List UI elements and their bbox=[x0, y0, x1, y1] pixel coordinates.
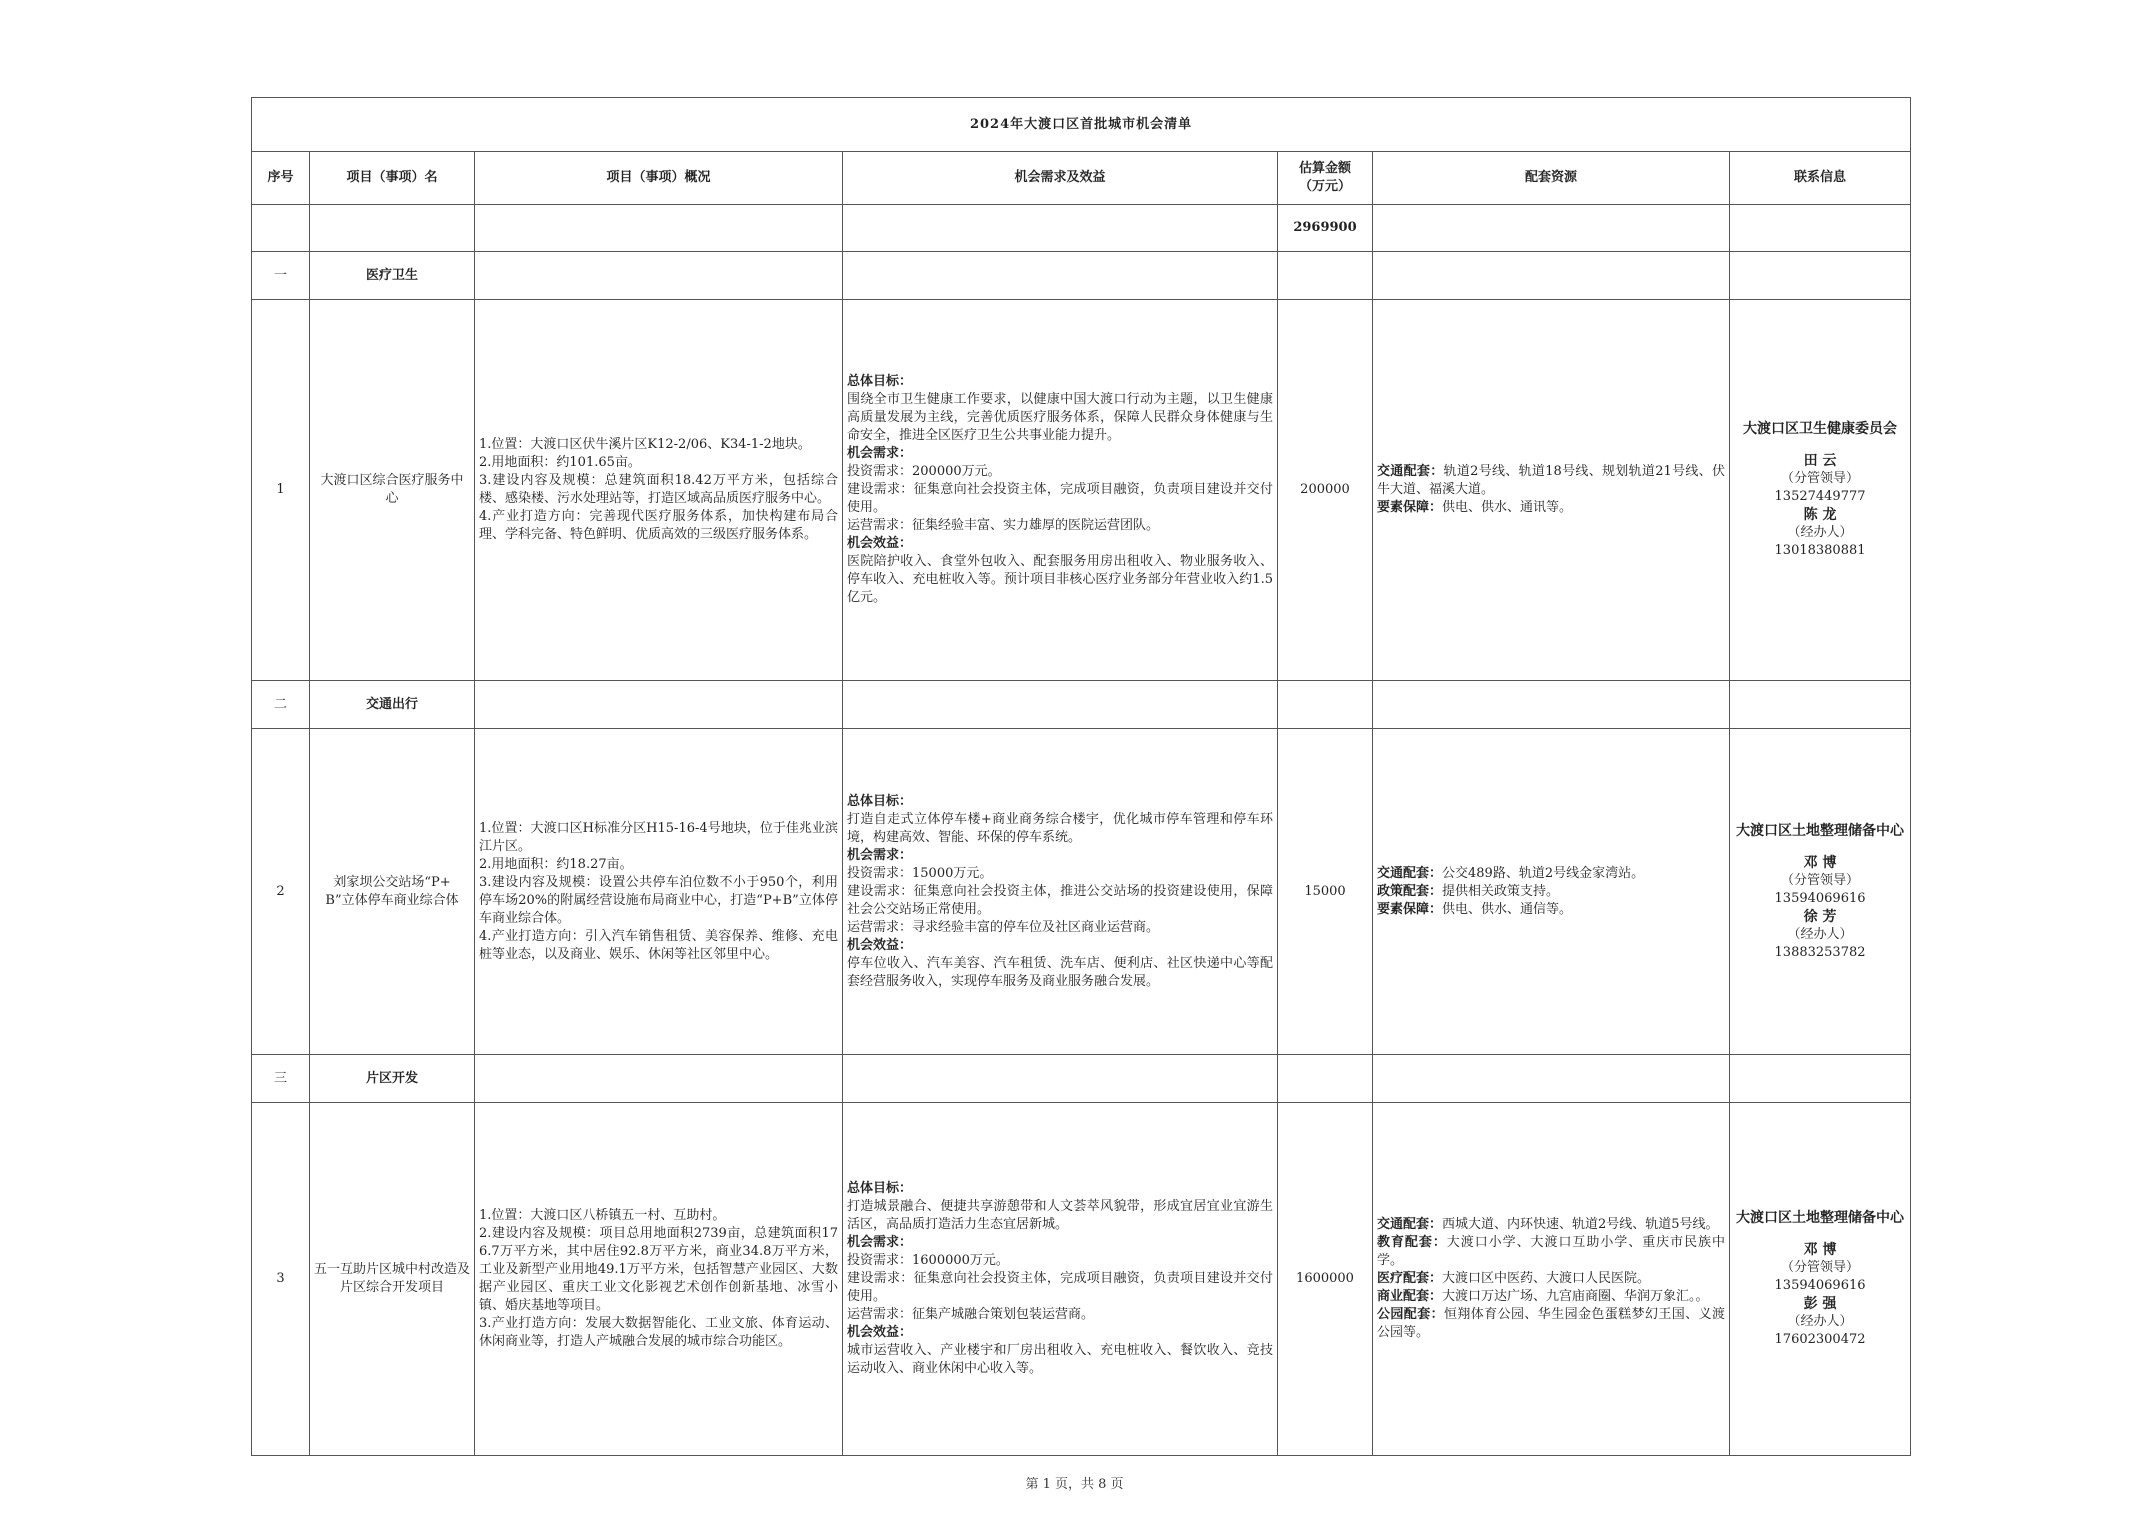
category-row bbox=[252, 1055, 1911, 1103]
header-cell: 机会需求及效益 bbox=[843, 152, 1278, 205]
opportunity-table bbox=[251, 97, 1911, 1456]
project-row bbox=[252, 729, 1911, 1055]
project-number: 1 bbox=[252, 300, 310, 681]
contact-info: 大渡口区土地整理储备中心 邓 博 （分管领导） 13594069616 徐 芳 （经办人） 13883253782 bbox=[1730, 729, 1911, 1055]
category-number: 一 bbox=[252, 252, 310, 300]
project-row bbox=[252, 1103, 1911, 1456]
header-cell: 联系信息 bbox=[1730, 152, 1911, 205]
header-cell: 项目（事项）名 bbox=[310, 152, 475, 205]
opportunity-benefits: 总体目标： 打造自走式立体停车楼+商业商务综合楼宇，优化城市停车管理和停车环境，构建高效、智能、环保的停车系统。 机会需求： 投资需求：15000万元。 建设需求：征集意向社会投资主体，推进公交站场的投资建设使用，保障社会公交站场正常使用。 运营需求：寻求经验丰富的停车位及社区商业运营商。 机会效益： 停车位收入、汽车美容、汽车租赁、洗车店、便利店、社区快递中心等配套经营服务收入，实现停车服务及商业服务融合发展。 bbox=[843, 729, 1278, 1055]
project-overview: 1.位置：大渡口区八桥镇五一村、互助村。 2.建设内容及规模：项目总用地面积2739亩，总建筑面积176.7万平方米，其中居住92.8万平方米，商业34.8万平方米，工业及新型产业用地49.1万平方米，包括智慧产业园区、大数据产业园区、重庆工业文化影视艺术创作创新基地、冰雪小镇、婚庆基地等项目。 3.产业打造方向：发展大数据智能化、工业文旅、体育运动、休闲商业等，打造人产城融合发展的城市综合功能区。 bbox=[475, 1103, 843, 1456]
project-name: 刘家坝公交站场“P+B”立体停车商业综合体 bbox=[310, 729, 475, 1055]
project-amount: 15000 bbox=[1278, 729, 1373, 1055]
category-row bbox=[252, 252, 1911, 300]
supporting-resources: 交通配套：西城大道、内环快速、轨道2号线、轨道5号线。 教育配套：大渡口小学、大渡口互助小学、重庆市民族中学。 医疗配套：大渡口区中医药、大渡口人民医院。 商业配套：大渡口万达广场、九宫庙商圈、华润万象汇。。 公园配套：恒翔体育公园、华生园金色蛋糕梦幻王国、义渡公园等。 bbox=[1373, 1103, 1730, 1456]
category-name: 交通出行 bbox=[310, 681, 475, 729]
project-number: 3 bbox=[252, 1103, 310, 1456]
project-number: 2 bbox=[252, 729, 310, 1055]
project-name: 大渡口区综合医疗服务中心 bbox=[310, 300, 475, 681]
total-row bbox=[252, 205, 1911, 252]
project-overview: 1.位置：大渡口区伏牛溪片区K12-2/06、K34-1-2地块。 2.用地面积：约101.65亩。 3.建设内容及规模：总建筑面积18.42万平方米，包括综合楼、感染楼、污水处理站等，打造区域高品质医疗服务中心。 4.产业打造方向：完善现代医疗服务体系，加快构建布局合理、学科完备、特色鲜明、优质高效的三级医疗服务体系。 bbox=[475, 300, 843, 681]
project-overview: 1.位置：大渡口区H标准分区H15-16-4号地块，位于佳兆业滨江片区。 2.用地面积：约18.27亩。 3.建设内容及规模：设置公共停车泊位数不小于950个，利用停车场20%的附属经营设施布局商业中心，打造“P+B”立体停车商业综合体。 4.产业打造方向：引入汽车销售租赁、美容保养、维修、充电桩等业态，以及商业、娱乐、休闲等社区邻里中心。 bbox=[475, 729, 843, 1055]
page-number: 第 1 页，共 8 页 bbox=[1025, 1477, 1124, 1492]
project-amount: 200000 bbox=[1278, 300, 1373, 681]
project-amount: 1600000 bbox=[1278, 1103, 1373, 1456]
header-cell: 序号 bbox=[252, 152, 310, 205]
category-row bbox=[252, 681, 1911, 729]
opportunity-benefits: 总体目标： 打造城景融合、便捷共享游憩带和人文荟萃风貌带，形成宜居宜业宜游生活区，高品质打造活力生态宜居新城。 机会需求： 投资需求：1600000万元。 建设需求：征集意向社会投资主体，完成项目融资，负责项目建设并交付使用。 运营需求：征集产城融合策划包装运营商。 机会效益： 城市运营收入、产业楼宇和厂房出租收入、充电桩收入、餐饮收入、竞技运动收入、商业休闲中心收入等。 bbox=[843, 1103, 1278, 1456]
category-number: 二 bbox=[252, 681, 310, 729]
category-name: 片区开发 bbox=[310, 1055, 475, 1103]
contact-info: 大渡口区卫生健康委员会 田 云 （分管领导） 13527449777 陈 龙 （经办人） 13018380881 bbox=[1730, 300, 1911, 681]
header-cell: 配套资源 bbox=[1373, 152, 1730, 205]
category-number: 三 bbox=[252, 1055, 310, 1103]
header-row bbox=[252, 152, 1911, 205]
category-name: 医疗卫生 bbox=[310, 252, 475, 300]
header-cell: 估算金额（万元） bbox=[1278, 152, 1373, 205]
header-cell: 项目（事项）概况 bbox=[475, 152, 843, 205]
contact-info: 大渡口区土地整理储备中心 邓 博 （分管领导） 13594069616 彭 强 （经办人） 17602300472 bbox=[1730, 1103, 1911, 1456]
project-row bbox=[252, 300, 1911, 681]
opportunity-benefits: 总体目标： 围绕全市卫生健康工作要求，以健康中国大渡口行动为主题，以卫生健康高质量发展为主线，完善优质医疗服务体系，保障人民群众身体健康与生命安全，推进全区医疗卫生公共事业能力提升。 机会需求： 投资需求：200000万元。 建设需求：征集意向社会投资主体，完成项目融资，负责项目建设并交付使用。 运营需求：征集经验丰富、实力雄厚的医院运营团队。 机会效益： 医院陪护收入、食堂外包收入、配套服务用房出租收入、物业服务收入、停车收入、充电桩收入等。预计项目非核心医疗业务部分年营业收入约1.5亿元。 bbox=[843, 300, 1278, 681]
supporting-resources: 交通配套：轨道2号线、轨道18号线、规划轨道21号线、伏牛大道、福溪大道。 要素保障：供电、供水、通讯等。 bbox=[1373, 300, 1730, 681]
supporting-resources: 交通配套：公交489路、轨道2号线金家湾站。 政策配套：提供相关政策支持。 要素保障：供电、供水、通信等。 bbox=[1373, 729, 1730, 1055]
page-title: 2024年大渡口区首批城市机会清单 bbox=[252, 98, 1911, 152]
project-name: 五一互助片区城中村改造及片区综合开发项目 bbox=[310, 1103, 475, 1456]
total-amount: 2969900 bbox=[1278, 205, 1373, 252]
